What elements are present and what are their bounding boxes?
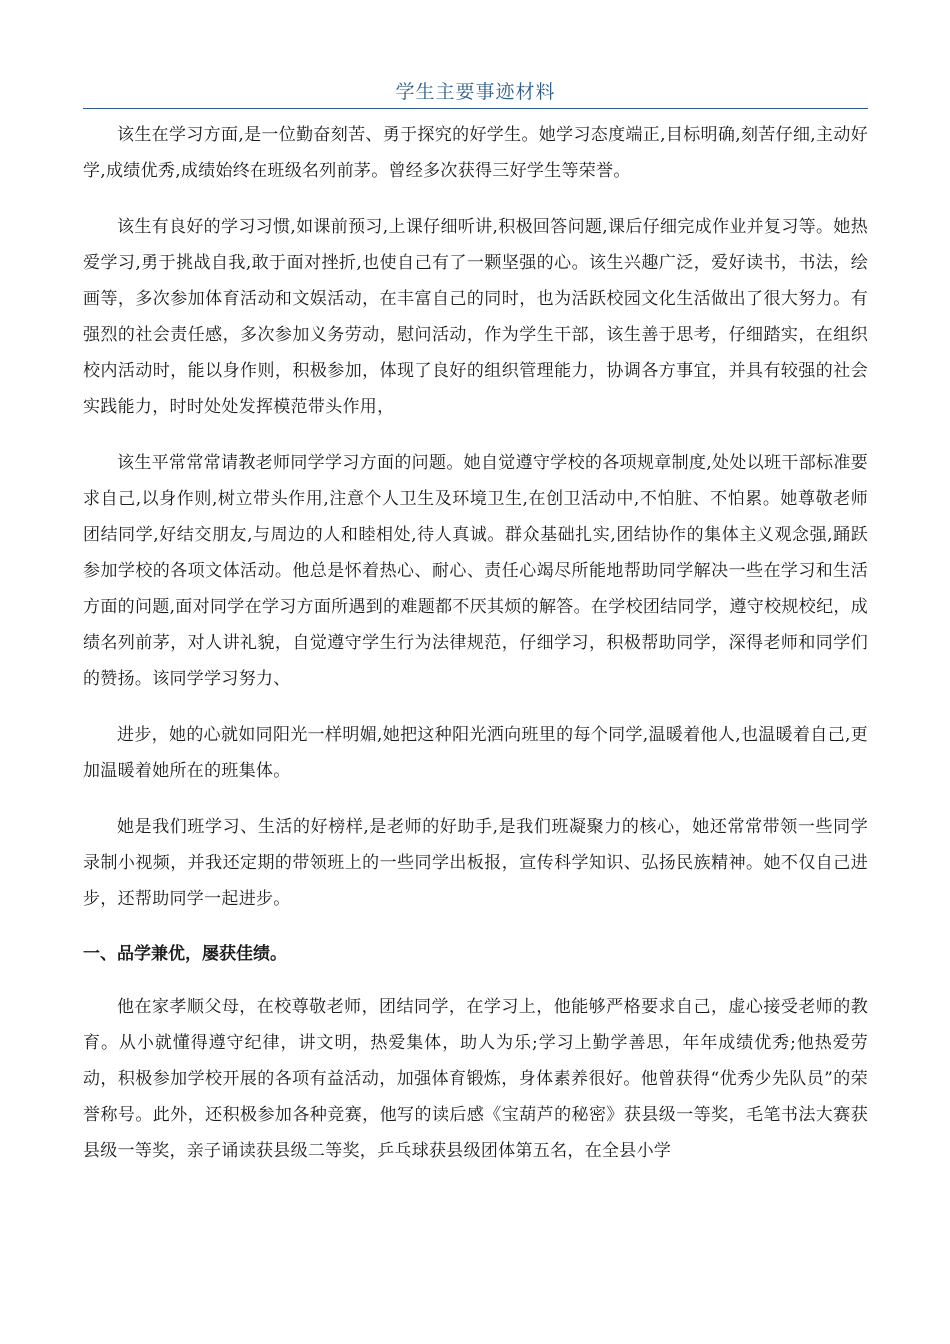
paragraph-role-model: 她是我们班学习、生活的好榜样,是老师的好助手,是我们班凝聚力的核心，她还常常带领一些同学录制小视频，并我还定期的带领班上的一些同学出板报，宣传科学知识、弘扬民族精神。她不仅自己进步，还帮助同学一起进步。 — [83, 817, 868, 909]
header-title: 学生主要事迹材料 — [395, 81, 556, 103]
section-heading: 一、品学兼优，屡获佳绩。 — [83, 944, 287, 964]
paragraph-achievements: 他在家孝顺父母，在校尊敬老师，团结同学，在学习上，他能够严格要求自己，虚心接受老师的教育。从小就懂得遵守纪律，讲文明，热爱集体，助人为乐;学习上勤学善思，年年成绩优秀;他热爱劳动，积极参加学校开展的各项有益活动，加强体育锻炼，身体素养很好。他曾获得“优秀少先队员”的荣誉称号。此外，还积极参加各种竞赛，他写的读后感《宝葫芦的秘密》获县级一等奖，毛笔书法大赛获县级一等奖，亲子诵读获县级二等奖，乒乓球获县级团体第五名，在全县小学 — [83, 997, 868, 1161]
paragraph-habits: 该生有良好的学习习惯,如课前预习,上课仔细听讲,积极回答问题,课后仔细完成作业并复习等。她热爱学习,勇于挑战自我,敢于面对挫折,也使自己有了一颗坚强的心。该生兴趣广泛，爱好读书，书法，绘画等，多次参加体育活动和文娱活动，在丰富自己的同时，也为活跃校园文化生活做出了很大努力。有强烈的社会责任感，多次参加义务劳动，慰问活动，作为学生干部，该生善于思考，仔细踏实，在组织校内活动时，能以身作则，积极参加，体现了良好的组织管理能力，协调各方事宜，并具有较强的社会实践能力，时时处处发挥模范带头作用， — [83, 217, 868, 417]
paragraph-progress: 进步，她的心就如同阳光一样明媚,她把这种阳光洒向班里的每个同学,温暖着他人,也温暖着自己,更加温暖着她所在的班集体。 — [83, 725, 868, 781]
paragraph-discipline: 该生平常常常请教老师同学学习方面的问题。她自觉遵守学校的各项规章制度,处处以班干部标准要求自己,以身作则,树立带头作用,注意个人卫生及环境卫生,在创卫活动中,不怕脏、不怕累。她尊敬老师团结同学,好结交朋友,与周边的人和睦相处,待人真诚。群众基础扎实,团结协作的集体主义观念强,踊跃参加学校的各项文体活动。他总是怀着热心、耐心、责任心竭尽所能地帮助同学解决一些在学习和生活方面的问题,面对同学在学习方面所遇到的难题都不厌其烦的解答。在学校团结同学，遵守校规校纪，成绩名列前茅，对人讲礼貌，自觉遵守学生行为法律规范，仔细学习，积极帮助同学，深得老师和同学们的赞扬。该同学学习努力、 — [83, 453, 868, 689]
page-header — [83, 80, 868, 109]
paragraph-study: 该生在学习方面,是一位勤奋刻苦、勇于探究的好学生。她学习态度端正,目标明确,刻苦仔细,主动好学,成绩优秀,成绩始终在班级名列前茅。曾经多次获得三好学生等荣誉。 — [83, 125, 868, 181]
document-body — [83, 117, 868, 1189]
